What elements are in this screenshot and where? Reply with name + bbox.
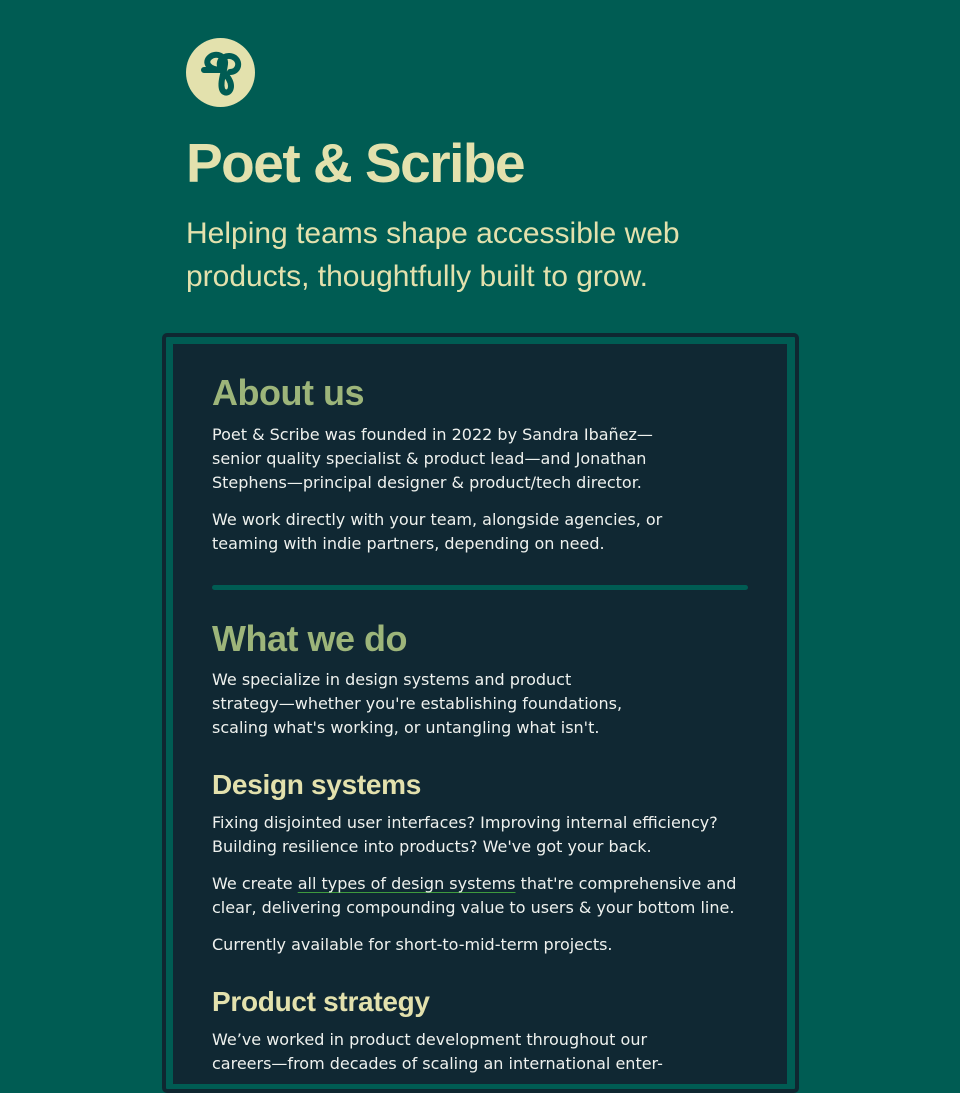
product-strategy-heading: Product strategy — [212, 986, 430, 1017]
design-systems-paragraph-1: Fixing disjointed user interfaces? Improving internal efficiency? Building resilience into products? We've got your back. — [212, 813, 718, 856]
what-we-do-heading: What we do — [212, 618, 407, 659]
product-strategy-paragraph-1: We’ve worked in product development throughout our careers—from decades of scaling an international enter- — [212, 1030, 663, 1073]
logo[interactable] — [186, 38, 255, 107]
design-systems-paragraph-2 — [212, 872, 752, 920]
design-systems-paragraph-3: Currently available for short-to-mid-term projects. — [212, 935, 613, 954]
tagline: Helping teams shape accessible web products, thoughtfully built to grow. — [186, 217, 680, 293]
design-systems-link[interactable]: all types of design systems — [297, 874, 516, 893]
about-paragraph-2: We work directly with your team, alongside agencies, or teaming with indie partners, depending on need. — [212, 510, 663, 553]
text: We create — [212, 874, 298, 893]
about-heading: About us — [212, 372, 364, 413]
section-divider — [212, 585, 748, 590]
design-systems-heading: Design systems — [212, 769, 422, 800]
about-paragraph-1: Poet & Scribe was founded in 2022 by Sandra Ibañez—senior quality specialist & product lead—and Jonathan Stephens—principal designer & product/tech director. — [212, 425, 653, 492]
poet-scribe-monogram-icon — [198, 48, 244, 98]
text: that're comprehensive and clear, delivering compounding value to users & your bottom line. — [212, 874, 737, 917]
site-title: Poet & Scribe — [186, 132, 525, 194]
what-we-do-intro: We specialize in design systems and product strategy—whether you're establishing foundations, scaling what's working, or untangling what isn't. — [212, 670, 623, 737]
